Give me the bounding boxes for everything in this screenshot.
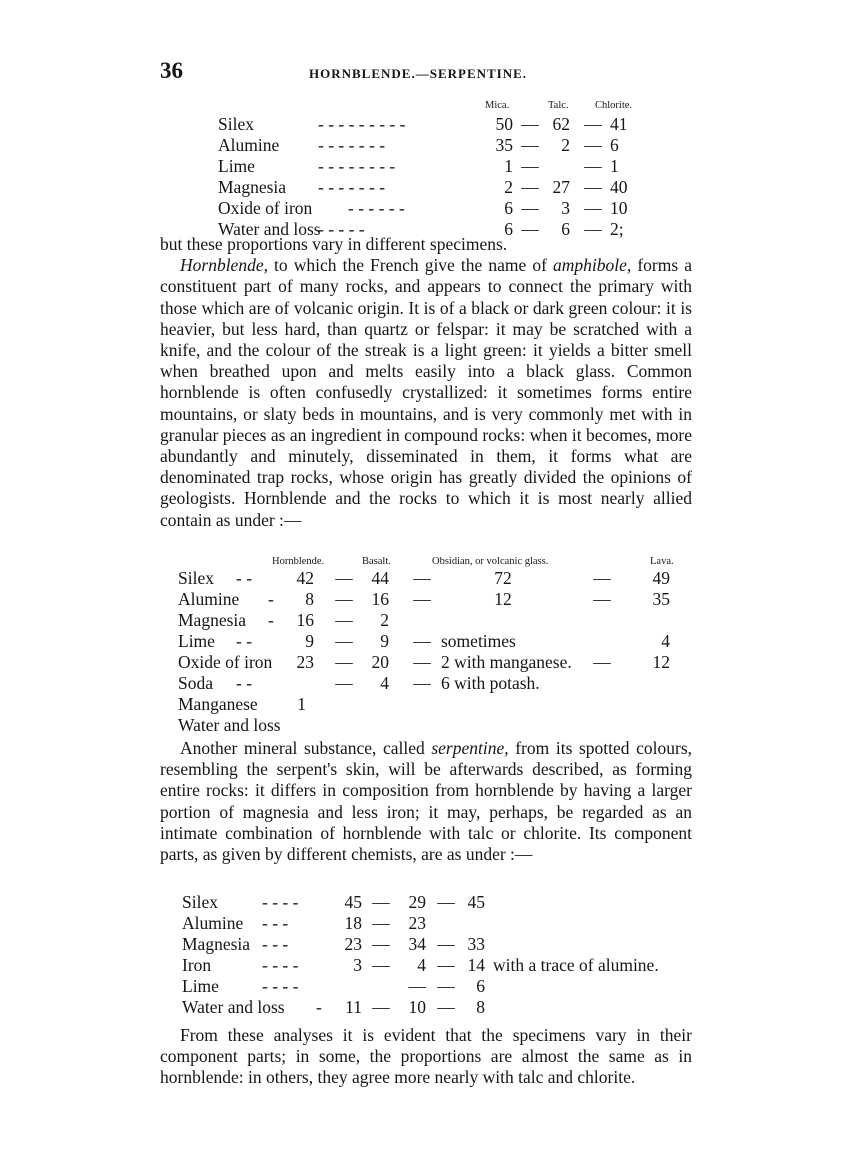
table1-cell-chlorite: 2; xyxy=(610,219,624,239)
table1-cell-chlorite: 40 xyxy=(610,177,628,197)
table1-row-leader: - - - - - - xyxy=(348,198,405,218)
table1-dash: — xyxy=(584,114,602,134)
table1-cell-talc: 2 xyxy=(561,135,570,155)
table1-row-leader: - - - - - - - xyxy=(318,177,386,197)
table3-row-label: Magnesia xyxy=(182,934,251,954)
table2-cell-obsidian: sometimes xyxy=(441,631,516,651)
table2-dash: — xyxy=(335,568,353,588)
table1-cell-mica: 50 xyxy=(495,114,513,134)
table3-dash: — xyxy=(437,976,455,996)
table3-cell-c: 8 xyxy=(476,997,485,1017)
table2-dash: — xyxy=(335,652,353,672)
table1-dash: — xyxy=(521,177,539,197)
table3-row-label: Water and loss xyxy=(182,997,285,1017)
table3-row-label: Silex xyxy=(182,892,218,912)
table3-cell-b: 34 xyxy=(408,934,426,954)
table1-row-leader: - - - - - xyxy=(318,219,365,239)
table3-cell-a: 45 xyxy=(344,892,362,912)
table3-cell-c: 14 xyxy=(467,955,485,975)
table2-dash: — xyxy=(413,589,431,609)
table1-cell-mica: 2 xyxy=(504,177,513,197)
table3-cell-c: 33 xyxy=(467,934,485,954)
table1-row-leader: - - - - - - - - xyxy=(318,156,396,176)
table1-row-leader: - - - - - - - - - xyxy=(318,114,406,134)
table2-cell-lava: 49 xyxy=(652,568,670,588)
table2-row-leader: - - xyxy=(236,631,253,651)
table2-cell-hornblende: 8 xyxy=(305,589,314,609)
table2-cell-lava: 4 xyxy=(661,631,670,651)
table3-cell-c: 45 xyxy=(467,892,485,912)
table2-row-label: Water and loss xyxy=(178,715,281,735)
table1-dash: — xyxy=(521,114,539,134)
table1-dash: — xyxy=(521,135,539,155)
table3-dash: — xyxy=(372,892,390,912)
main-text xyxy=(160,234,692,531)
table1-cell-mica: 6 xyxy=(504,219,513,239)
paragraph-hornblende-text-a: to which the French give the name of xyxy=(267,255,553,276)
table2-dash: — xyxy=(335,673,353,693)
table2-cell-obsidian: 6 with potash. xyxy=(441,673,540,693)
column-header-chlorite: Chlorite. xyxy=(595,100,633,111)
column-header-mica: Mica. xyxy=(485,100,510,111)
term-hornblende: Hornblende, xyxy=(180,255,268,276)
table2-row-leader: - - xyxy=(236,673,253,693)
table3-row-leader: - - - xyxy=(262,913,289,933)
table2-cell-obsidian: 2 with manganese. xyxy=(441,652,572,672)
table3-note: with a trace of alumine. xyxy=(493,955,659,975)
column-header-obsidian: Obsidian, or volcanic glass. xyxy=(432,556,549,567)
paragraph-serpentine-text-b: from its spotted colours, resembling the serpent's skin, will be afterwards described, as forming entire rocks: it differs in composition from hornblende by having a larger portion of magnesia and less iron; it may, perhaps, be regarded as an intimate combination of hornblende with talc or chlorite. Its component parts, as given by different chemists, are as under :— xyxy=(160,738,693,865)
table3-cell-b: 4 xyxy=(417,955,426,975)
table3-dash: — xyxy=(437,955,455,975)
table3-cell-a: 23 xyxy=(344,934,362,954)
table3-cell-a: 3 xyxy=(353,955,362,975)
table3-dash: — xyxy=(437,997,455,1017)
running-head: HORNBLENDE.—SERPENTINE. xyxy=(309,66,528,81)
term-amphibole: amphibole, xyxy=(552,255,632,276)
table1-cell-mica: 35 xyxy=(495,135,513,155)
table3-dash: — xyxy=(372,913,390,933)
table1-dash: — xyxy=(584,198,602,218)
table3-row-label: Lime xyxy=(182,976,219,996)
table2-dash: — xyxy=(413,673,431,693)
table3-row-leader: - - - - xyxy=(262,955,299,975)
paragraph-hornblende-text-b: forms a constituent part of many rocks, and appears to connect the primary with those which are of volcanic origin. It is of a black or dark green colour: it is heavier, but less hard, than quartz or felspar: it may be scratched with a knife, and the colour of the streak is a light green: it yields a bitter smell when breathed upon and melts easily into a black glass. Common hornblende is often confusedly crystallized: it sometimes forms entire mountains, or slaty beds in mountains, and is very commonly met with in granular pieces as an ingredient in compound rocks: when it becomes, more abundantly and minutely, disseminated in them, it forms what are denominated trap rocks, whose origin has greatly divided the opinions of geologists. Hornblende and the rocks to which it is most nearly allied contain as under :— xyxy=(160,255,692,530)
table3-row-label: Alumine xyxy=(182,913,244,933)
main-text-conclusion xyxy=(160,1025,692,1089)
table2-row-label: Alumine xyxy=(178,589,240,609)
table2-row-label: Oxide of iron xyxy=(178,652,273,672)
table3-row-leader: - - - xyxy=(262,934,289,954)
table3-dash: — xyxy=(372,955,390,975)
paragraph-serpentine-text-a: Another mineral substance, called xyxy=(180,738,432,758)
table3-cell-b: 10 xyxy=(408,997,426,1017)
table2-cell-lava: 12 xyxy=(652,652,670,672)
table1-cell-chlorite: 6 xyxy=(610,135,619,155)
table2-dash: — xyxy=(593,589,611,609)
table1-row-label: Water and loss xyxy=(218,219,321,239)
table3-dash: — xyxy=(372,997,390,1017)
table3-row-leader: - - - - xyxy=(262,892,299,912)
table2-row-label: Manganese xyxy=(178,694,258,714)
table2-cell-hornblende: 42 xyxy=(296,568,314,588)
table1-cell-talc: 62 xyxy=(552,114,570,134)
table1-dash: — xyxy=(521,219,539,239)
table2-cell-hornblende: 23 xyxy=(296,652,314,672)
table2-cell-basalt: 2 xyxy=(380,610,389,630)
paragraph-hornblende xyxy=(160,255,692,531)
table2-dash: — xyxy=(593,652,611,672)
table2-row-label: Magnesia xyxy=(178,610,247,630)
table2-row-label: Lime xyxy=(178,631,215,651)
table1-cell-talc: 3 xyxy=(561,198,570,218)
table2-cell-basalt: 44 xyxy=(371,568,389,588)
column-header-hornblende: Hornblende. xyxy=(272,556,325,567)
table1-cell-talc: 6 xyxy=(561,219,570,239)
term-serpentine: serpentine, xyxy=(431,738,509,758)
table2-cell-obsidian: 72 xyxy=(494,568,512,588)
table1-cell-mica: 6 xyxy=(504,198,513,218)
table1-cell-chlorite: 10 xyxy=(610,198,628,218)
table1-cell-mica: 1 xyxy=(504,156,513,176)
table2-dash: — xyxy=(335,631,353,651)
main-text-serpentine xyxy=(160,738,692,865)
column-header-lava: Lava. xyxy=(650,556,674,567)
table1-cell-talc: 27 xyxy=(552,177,570,197)
table2-row-label: Silex xyxy=(178,568,214,588)
column-header-talc: Talc. xyxy=(548,100,569,111)
table1-row-label: Oxide of iron xyxy=(218,198,313,218)
paragraph-conclusion: From these analyses it is evident that the specimens vary in their component parts; in some, the proportions are almost the same as in hornblende: in others, they agree more nearly with talc and chlorite. xyxy=(160,1025,692,1088)
table1-row-leader: - - - - - - - xyxy=(318,135,386,155)
table1-dash: — xyxy=(584,219,602,239)
table3-cell-a: 18 xyxy=(344,913,362,933)
table1-cell-chlorite: 41 xyxy=(610,114,628,134)
column-header-basalt: Basalt. xyxy=(362,556,391,567)
table1-dash: — xyxy=(521,198,539,218)
table1-dash: — xyxy=(521,156,539,176)
table3-cell-b: 23 xyxy=(408,913,426,933)
table3-row-leader: - xyxy=(316,997,322,1017)
paragraph-specimens: but these proportions vary in different specimens. xyxy=(160,234,508,254)
table3-cell-a: 11 xyxy=(345,997,362,1017)
paragraph-serpentine xyxy=(160,738,692,865)
table1-row-label: Alumine xyxy=(218,135,280,155)
table3-dash: — xyxy=(437,934,455,954)
table3-cell-b: — xyxy=(408,976,426,996)
table1-row-label: Lime xyxy=(218,156,255,176)
table1-row-label: Silex xyxy=(218,114,254,134)
table1-row-label: Magnesia xyxy=(218,177,287,197)
table2-dash: — xyxy=(413,652,431,672)
table2-dash: — xyxy=(335,610,353,630)
table1-dash: — xyxy=(584,156,602,176)
table2-cell-basalt: 9 xyxy=(380,631,389,651)
table1-dash: — xyxy=(584,177,602,197)
table2-dash: — xyxy=(413,568,431,588)
table1-cell-chlorite: 1 xyxy=(610,156,619,176)
table2-row-leader: - - xyxy=(236,568,253,588)
table2-row-leader: - xyxy=(268,610,274,630)
table1-dash: — xyxy=(584,135,602,155)
table2-cell-hornblende: 1 xyxy=(297,694,306,714)
table2-cell-basalt: 4 xyxy=(380,673,389,693)
table2-cell-hornblende: 16 xyxy=(296,610,314,630)
page-number: 36 xyxy=(160,58,183,83)
table3-row-label: Iron xyxy=(182,955,212,975)
table3-cell-b: 29 xyxy=(408,892,426,912)
table2-row-label: Soda xyxy=(178,673,213,693)
table2-dash: — xyxy=(593,568,611,588)
table2-dash: — xyxy=(335,589,353,609)
table2-dash: — xyxy=(413,631,431,651)
table3-dash: — xyxy=(437,892,455,912)
table2-cell-basalt: 16 xyxy=(371,589,389,609)
table2-cell-lava: 35 xyxy=(652,589,670,609)
table3-dash: — xyxy=(372,934,390,954)
table2-cell-basalt: 20 xyxy=(371,652,389,672)
table2-row-leader: - xyxy=(268,589,274,609)
table2-cell-obsidian: 12 xyxy=(494,589,512,609)
table2-cell-hornblende: 9 xyxy=(305,631,314,651)
table3-row-leader: - - - - xyxy=(262,976,299,996)
table3-cell-c: 6 xyxy=(476,976,485,996)
